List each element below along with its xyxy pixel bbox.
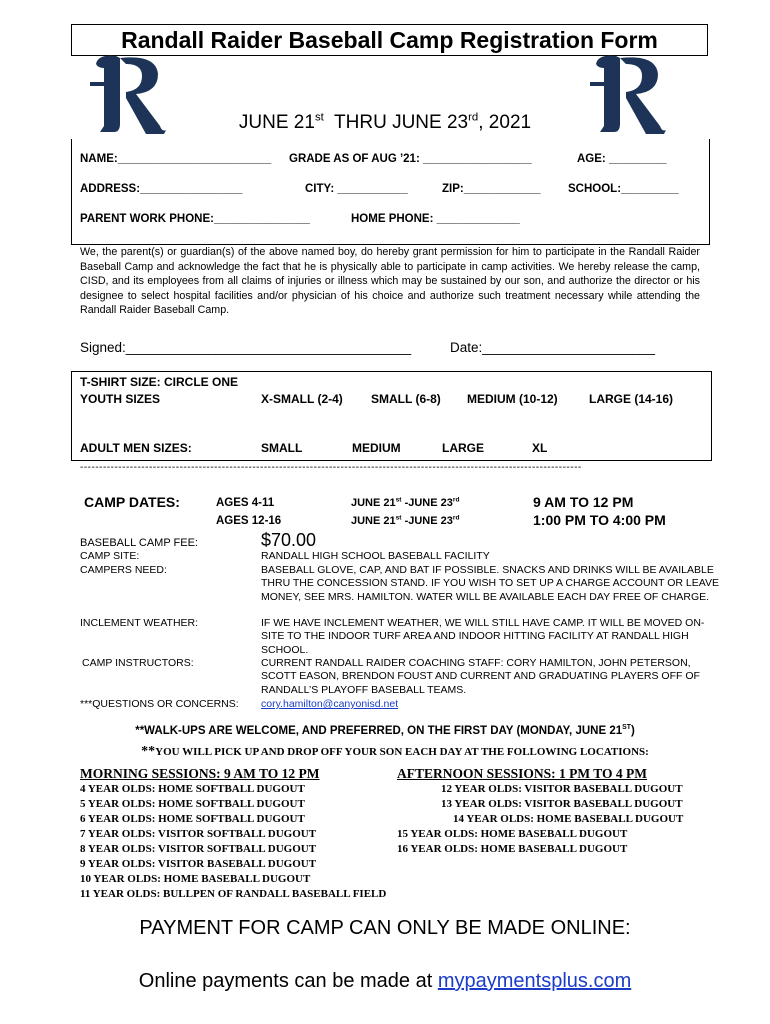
fee-amount: $70.00 <box>261 530 317 550</box>
camp-site-value: RANDALL HIGH SCHOOL BASEBALL FACILITY <box>261 550 490 562</box>
camp-site-label: CAMP SITE: <box>80 550 140 562</box>
youth-sizes-label: YOUTH SIZES <box>80 392 161 406</box>
list-item: 10 YEAR OLDS: HOME BASEBALL DUGOUT <box>80 873 311 885</box>
list-item: 13 YEAR OLDS: VISITOR BASEBALL DUGOUT <box>441 798 683 810</box>
payment-link[interactable]: mypaymentsplus.com <box>437 970 632 992</box>
size-option[interactable]: MEDIUM <box>352 441 401 455</box>
grade-field[interactable]: GRADE AS OF AUG ’21: _________________ <box>289 153 532 165</box>
list-item: 8 YEAR OLDS: VISITOR SOFTBALL DUGOUT <box>80 843 317 855</box>
ages-group-2: AGES 12-16 <box>216 515 282 527</box>
list-item: 9 YEAR OLDS: VISITOR BASEBALL DUGOUT <box>80 858 317 870</box>
morning-sessions-heading: MORNING SESSIONS: 9 AM TO 12 PM <box>80 766 320 781</box>
afternoon-sessions-heading: AFTERNOON SESSIONS: 1 PM TO 4 PM <box>397 766 648 781</box>
ages-group-1: AGES 4-11 <box>216 497 275 509</box>
dashed-divider: ----------------------------------------------------------------------------------------------------------------------------------- <box>80 462 582 473</box>
weather-label: INCLEMENT WEATHER: <box>80 617 199 629</box>
walkups-notice: **WALK-UPS ARE WELCOME, AND PREFERRED, ON THE FIRST DAY (MONDAY, JUNE 21ST) <box>135 724 635 737</box>
size-option[interactable]: LARGE <box>442 441 484 455</box>
school-field[interactable]: SCHOOL:_________ <box>568 183 679 195</box>
list-item: 14 YEAR OLDS: HOME BASEBALL DUGOUT <box>453 813 684 825</box>
tshirt-heading: T-SHIRT SIZE: CIRCLE ONE <box>80 375 239 389</box>
name-field[interactable]: NAME:________________________ <box>80 153 272 165</box>
session-time-1: 9 AM TO 12 PM <box>533 494 634 510</box>
address-field[interactable]: ADDRESS:________________ <box>80 183 243 195</box>
payment-link-line: Online payments can be made at mypaymentsplus.com <box>138 970 632 992</box>
campers-need-label: CAMPERS NEED: <box>80 564 167 576</box>
session-time-2: 1:00 PM TO 4:00 PM <box>533 512 666 528</box>
size-option[interactable]: SMALL (6-8) <box>371 392 441 406</box>
list-item: 11 YEAR OLDS: BULLPEN OF RANDALL BASEBALL FIELD <box>80 888 387 900</box>
list-item: 15 YEAR OLDS: HOME BASEBALL DUGOUT <box>397 828 628 840</box>
city-field[interactable]: CITY: ___________ <box>305 183 408 195</box>
questions-label: ***QUESTIONS OR CONCERNS: <box>80 698 239 710</box>
age-field[interactable]: AGE: _________ <box>577 153 667 165</box>
camp-dates-label: CAMP DATES: <box>84 494 180 510</box>
home-phone-field[interactable]: HOME PHONE: _____________ <box>351 213 520 225</box>
signature-line[interactable]: Signed:______________________________________ <box>80 340 412 355</box>
morning-sessions-list <box>80 782 386 902</box>
waiver-text: We, the parent(s) or guardian(s) of the above named boy, do hereby grant permission for him to participate in the Randall Raider Baseball Camp and acknowledge the fact that he is physically able to participate in camp activities. We hereby release the camp, CISD, and its employees from all claims of injuries or illness which may be sustained by our son, and authorize the director or his designee to select hospital facilities and/or physician of his choice and authorize such treatment necessary while attending the Randall Raider Baseball Camp. <box>80 246 700 317</box>
session-dates-1: JUNE 21st -JUNE 23rd <box>351 496 460 509</box>
list-item: 5 YEAR OLDS: HOME SOFTBALL DUGOUT <box>80 798 305 810</box>
zip-field[interactable]: ZIP:____________ <box>442 183 541 195</box>
list-item: 16 YEAR OLDS: HOME BASEBALL DUGOUT <box>397 843 628 855</box>
size-option[interactable]: XL <box>532 441 548 455</box>
parent-work-phone-field[interactable]: PARENT WORK PHONE:_______________ <box>80 213 310 225</box>
instructors-label: CAMP INSTRUCTORS: <box>82 657 194 669</box>
afternoon-list-a <box>441 782 683 827</box>
adult-sizes-label: ADULT MEN SIZES: <box>80 441 192 455</box>
list-item: 7 YEAR OLDS: VISITOR SOFTBALL DUGOUT <box>80 828 317 840</box>
payment-notice: PAYMENT FOR CAMP CAN ONLY BE MADE ONLINE: <box>139 917 631 939</box>
afternoon-list-b <box>397 827 627 857</box>
pickup-notice: **YOU WILL PICK UP AND DROP OFF YOUR SON EACH DAY AT THE FOLLOWING LOCATIONS: <box>141 744 649 759</box>
camp-date-range: JUNE 21st THRU JUNE 23rd, 2021 <box>238 111 532 133</box>
date-line[interactable]: Date:_______________________ <box>450 340 655 355</box>
instructors-value: CURRENT RANDALL RAIDER COACHING STAFF: CORY HAMILTON, JOHN PETERSON, SCOTT EASON, BRENDON FOUST AND CURRENT AND GRADUATING PLAYERS OFF OF RANDALL’S PLAYOFF BASEBALL TEAMS. <box>261 657 700 696</box>
session-dates-2: JUNE 21st -JUNE 23rd <box>351 514 460 527</box>
weather-value: IF WE HAVE INCLEMENT WEATHER, WE WILL STILL HAVE CAMP. IT WILL BE MOVED ON-SITE TO THE INDOOR TURF AREA AND INDOOR HITTING FACILITY AT RANDALL HIGH SCHOOL. <box>261 617 705 656</box>
contact-email-link[interactable]: cory.hamilton@canyonisd.net <box>261 698 399 710</box>
page-title: Randall Raider Baseball Camp Registration Form <box>121 27 658 53</box>
list-item: 4 YEAR OLDS: HOME SOFTBALL DUGOUT <box>80 783 305 795</box>
campers-need-value: BASEBALL GLOVE, CAP, AND BAT IF POSSIBLE. SNACKS AND DRINKS WILL BE AVAILABLE THRU THE CONCESSION STAND. IF YOU WISH TO SET UP A CHARGE ACCOUNT OR LEAVE MONEY, SEE MRS. HAMILTON. WATER WILL BE AVAILABLE EACH DAY FREE OF CHARGE. <box>261 564 720 603</box>
size-option[interactable]: MEDIUM (10-12) <box>467 392 558 406</box>
fee-label: BASEBALL CAMP FEE: <box>80 537 198 549</box>
size-option[interactable]: LARGE (14-16) <box>589 392 674 406</box>
list-item: 6 YEAR OLDS: HOME SOFTBALL DUGOUT <box>80 813 305 825</box>
list-item: 12 YEAR OLDS: VISITOR BASEBALL DUGOUT <box>441 783 683 795</box>
size-option[interactable]: SMALL <box>261 441 303 455</box>
size-option[interactable]: X-SMALL (2-4) <box>261 392 343 406</box>
